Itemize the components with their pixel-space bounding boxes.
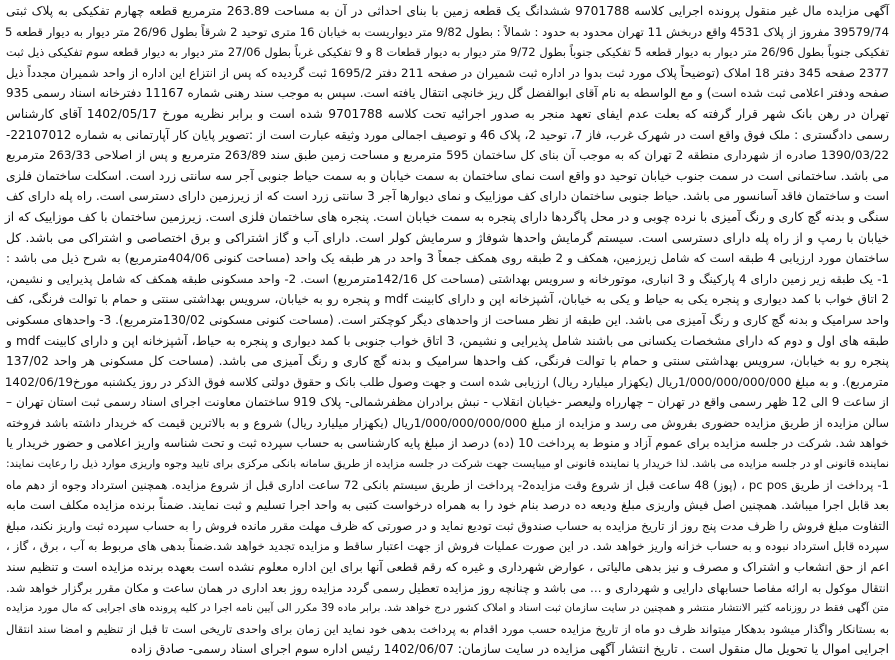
notice-line: اعم از حق انشعاب و اشتراک و مصرف و نیز بدهی مالیاتی ، عوارض شهرداری و غیره که رقم قطعی آنها برای این اداره معلوم نشده است بعهده برنده مزایده است و تنظیم سند	[6, 560, 889, 575]
notice-line: 39579/74 مفروز از پلاک 4531 واقع دربخش 11 تهران محدود به حدود : شمالاً : بطول 9/82 متر دیواریست به خیابان 16 متری توحید 2 شرقاً بطول 26/96 متر دیوار به دیوار قطعه 5	[4, 24, 889, 39]
notice-line: تفکیکی جنوباً بطول 26/96 متر دیوار به دیوار قطعه 5 تفکیکی جنوباً بطول 9/72 متر دیوار به دیوار قطعات 8 و 9 تفکیکی غرباً بطول 27/06 متر دیوار به دیوار قطعه سوم تفکیکی ذیل ثبت	[6, 45, 889, 60]
notice-line: خیابان با رمپ و از راه پله دارای دسترسی است. سیستم گرمایش واحدها شوفاژ و سرمایش کولر است. دارای آب و گاز اشتراکی و برق اختصاصی و اشتراکی می باشد. کل	[6, 230, 889, 245]
notice-line: بعد قابل اجرا میباشد. همچنین اصل فیش واریزی مبلغ ودیعه ده درصد بنام خود را به همراه درخواست کتبی به واحد اجرا تسلیم و ثبت نمایند. ضمناً برنده مزایده مکلف است مابه	[6, 498, 889, 513]
notice-line: تهران در رهن بانک شهر قرار گرفته که بعلت عدم ایفای تعهد منجر به صدور اجرائیه تحت کلاسه 9701788 شده است و برابر نظریه مورخ 1402/05/17 آقای کارشناس	[6, 106, 889, 121]
notice-line: آگهی مزایده مال غیر منقول پرونده اجرایی کلاسه 9701788 ششدانگ یک قطعه زمین با بنای احداثی در آن به مساحت 263.89 مترمربع قطعه چهارم تفکیکی به پلاک ثبتی	[6, 4, 889, 18]
notice-line: 1- پرداخت از طریق pc pos ، (پوز) 48 ساعت قبل از شروع وقت مزایده2- پرداخت از طریق سیستم بانکی 72 ساعت اداری قبل از شروع مزایده. همچنین استرداد وجوه از دهم ماه	[6, 477, 889, 492]
notice-line: طبقه های اول و دوم که دارای مشخصات یکسانی می باشند شامل پذیرایی و نشیمن، 3 اتاق خواب جنوبی با کمد دیواری و پنجره به حیاط، آشپزخانه اپن و دارای کابینت mdf و	[6, 333, 889, 348]
notice-line: نماینده قانونی او در جلسه مزایده می باشد. لذا خریدار یا نماینده قانونی او میبایست جهت شرکت در جلسه مزایده از طریق سامانه بانکی مرکزی برای تایید وجوه واریزی موارد ذیل را رعایت نمایند:	[6, 457, 889, 471]
notice-line: خواهد شد. شرکت در جلسه مزایده برای عموم آزاد و منوط به پرداخت 10 (ده) درصد از مبلغ پایه کارشناسی به حساب سپرده ثبت و تحت شناسه واریز اعلامی و حضور خریدار یا	[6, 436, 889, 451]
notice-line: 2377 صفحه 345 دفتر 18 املاک (توضیحاً پلاک مورد ثبت بدوا در اداره ثبت شمیران در صفحه 211 دفتر 1695/2 ثبت گردیده که پس از انتزاع این اداره از واحد شمیران مجدداً ذیل	[6, 65, 889, 80]
notice-line: است و ساختمان فاقد آسانسور می باشد. حیاط جنوبی ساختمان دارای کف موزاییک و نمای دیوارها آجر 3 سانتی زرد است که از زیرزمین دارای دسترسی است. راه پله دارای کف	[6, 189, 889, 204]
notice-line: رسمی دادگستری : ملک فوق واقع است در شهرک غرب، فاز 7، توحید 2، پلاک 46 و توصیف اجمالی مورد وثیقه عبارت است از :تصویر پایان کار آپارتمانی به شماره 22107012-	[6, 127, 890, 142]
notice-line: پنجره رو به خیابان، سرویس بهداشتی سنتی و حمام با توالت فرنگی، کف واحدها سرامیک و بدنه گچ کاری و رنگ آمیزی می باشد. (مساحت کل مسکونی هر واحد 137/02	[6, 354, 889, 369]
notice-line: 1- یک طبقه زیر زمین دارای 4 پارکینگ و 3 انباری، موتورخانه و سرویس بهداشتی (مساحت کل 142/16مترمربع) است. 2- واحد مسکونی طبقه همکف که شامل پذیرایی و نشیمن،	[6, 271, 889, 286]
notice-line: به بستانکار واگذار میشود بدهکار میتواند ظرف دو ماه از تاریخ مزایده حسب مورد اقدام به پرداخت بدهی خود نماید این زمان برای واحدی تاریخی است تا قبل از تنظیم و امضا سند انتقال	[6, 621, 889, 636]
notice-line: سپرده قابل استرداد نبوده و به حساب خزانه واریز خواهد شد. در این صورت عملیات فروش از جهت اعتبار ساقط و مزایده تجدید خواهد شد.ضمناً بدهی های مربوط به آب ، برق ، گاز ،	[6, 539, 889, 554]
notice-line: سنگی و بدنه گچ کاری و رنگ آمیزی با نرده چوبی و در محل پاگردها دارای پنجره به سمت خیابان است. پنجره های ساختمان فلزی است. زیرزمین ساختمان با کف موزاییک که از	[4, 209, 889, 224]
notice-line: از ساعت 9 الی 12 ظهر رسمی واقع در تهران – چهارراه ولیعصر -خیابان انقلاب - نبش برادران مظفرشمالی- پلاک 919 ساختمان معاونت اجرای اسناد رسمی ثبت استان تهران –	[6, 395, 889, 410]
notice-line: می باشد. ساختمانی است در سمت جنوب خیابان توحید دو واقع است نمای ساختمان به سمت خیابان و به سمت حیاط جنوبی آجر سه سانتی زرد است. اسکلت ساختمان فلزی	[6, 168, 889, 183]
notice-line: مترمربع). و به مبلغ 1/000/000/000/000ریال (یکهزار میلیارد ریال) ارزیابی شده است و جهت وصول طلب بانک و حقوق دولتی کلاسه فوق الذکر در روز یکشنبه مورخ1402/06/19	[4, 374, 889, 389]
notice-line: صفحه ودفتر اعلامی ثبت شده است) و مع الواسطه به نام آقای ابوالفضل گل ریز خانچی انتقال یافته است. سپس به موجب سند رهنی شماره 11167 دفترخانه اسناد رسمی 935	[6, 86, 889, 101]
notice-line: متن آگهی فقط در روزنامه کثیر الانتشار منتشر و همچنین در سایت سازمان ثبت اسناد و املاک کشور درج خواهد شد. برابر ماده 39 مکرر الی آیین نامه اجرا در کلیه پرونده های اجرایی که مال مورد مزایده	[6, 602, 889, 615]
notice-line: انتقال موکول به ارائه مفاصا حسابهای دارایی و شهرداری و … می باشد و چنانچه روز مزایده تعطیل رسمی گردد مزایده روز بعد اداری در همان ساعت و مکان مقرر برگزار خواهد شد.	[6, 580, 889, 595]
notice-line: 1390/03/22 صادره از شهرداری منطقه 2 تهران که به موجب آن بنای کل ساختمان 595 مترمربع و مساحت زمین طبق سند 263/89 مترمربع و پس از اصلاحی 263/33 مترمربع	[6, 148, 889, 163]
notice-line: اجرایی اموال یا تحویل مال منقول است . تاریخ انتشار آگهی مزایده در سایت سازمان: 1402/06/07 رئیس اداره سوم اجرای اسناد رسمی- صادق زاده	[130, 642, 889, 657]
notice-line: التفاوت مبلغ فروش را ظرف مدت پنج روز از تاریخ مزایده به حساب صندوق ثبت تودیع نماید و در صورتی که ظرف مهلت مقرر مانده فروش را به حساب سپرده ثبت واریز نکند، مبلغ	[6, 518, 889, 533]
notice-line: واحد سرامیک و بدنه گچ کاری و رنگ آمیزی می باشد. این طبقه از نظر مساحت از واحدهای دیگر کوچکتر است. (مساحت کنونی مسکونی 130/02مترمربع). 3- واحدهای مسکونی	[6, 312, 889, 327]
notice-line: 2 اتاق خواب با کمد دیواری و پنجره یکی به حیاط و یکی به خیابان، آشپزخانه اپن و دارای کابینت mdf و پنجره رو به خیابان، سرویس بهداشتی سنتی و حمام با توالت فرنگی، کف	[6, 292, 889, 307]
notice-line: سالن مزایده از طریق مزایده حضوری بفروش می رسد و مزایده از مبلغ 1/000/000/000/000ریال (یکهزار میلیارد ریال) شروع و به بالاترین قیمت که خریدار داشته باشد فروخته	[6, 415, 889, 430]
notice-line: ساختمان مورد ارزیابی 4 طبقه است که شامل زیرزمین، همکف و 2 طبقه روی همکف جمعاً 3 واحد در هر طبقه یک واحد (مساحت کنونی 404/06مترمربع) به شرح ذیل می باشد :	[6, 251, 890, 266]
